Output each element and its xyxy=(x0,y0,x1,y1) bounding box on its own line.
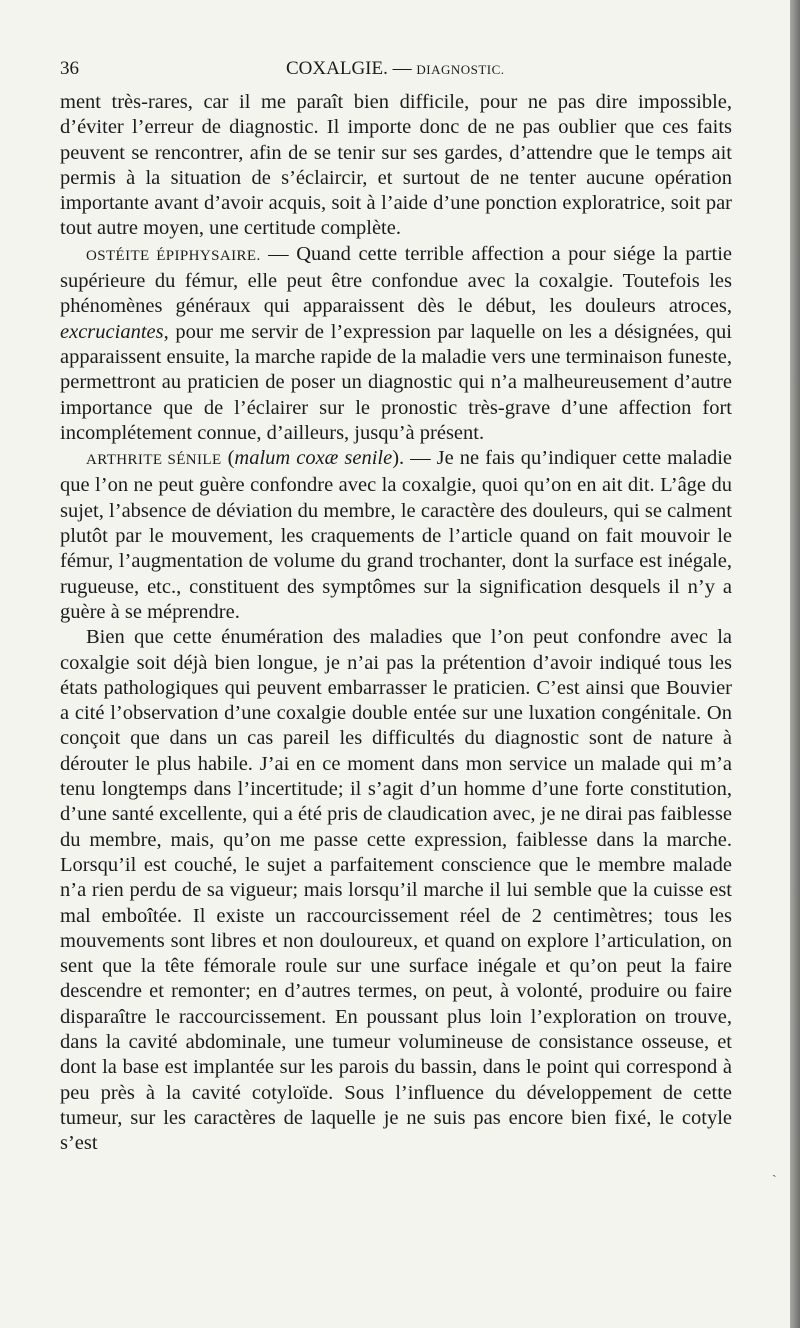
body-text xyxy=(60,90,732,1156)
running-title-main: COXALGIE. — xyxy=(286,58,412,79)
running-head xyxy=(60,58,732,84)
page-edge-shadow xyxy=(790,0,800,1328)
osteite-text-part1: — Quand cette terrible affection a pour siége la partie supérieure du fémur, elle peut être confondue avec la coxalgie. Toutefois les phénomènes généraux qui apparaissent dès le début, les douleurs atroces, xyxy=(60,242,732,318)
running-title-sub: DIAGNOSTIC. xyxy=(416,62,505,77)
paragraph-continuation: ment très-rares, car il me paraît bien difficile, pour ne pas dire impossible, d’éviter l’erreur de diagnostic. Il importe donc de ne pas oublier que ces faits peuvent se rencontrer, afin de se tenir sur ses gardes, d’attendre que le temps ait permis à la situation de s’éclaircir, et surtout de ne tenter aucune opération importante avant d’avoir acquis, soit à l’aide d’une ponction exploratrice, soit par tout autre moyen, une certitude complète. xyxy=(60,91,732,240)
page-number: 36 xyxy=(60,58,79,79)
arthrite-latin-term: malum coxæ senile xyxy=(234,447,393,470)
section-heading-osteite: OSTÉITE ÉPIPHYSAIRE. xyxy=(86,247,261,264)
paragraph-osteite xyxy=(60,242,732,446)
arthrite-text: . — Je ne fais qu’indiquer cette maladie que l’on ne peut guère confondre avec la coxalgie, quoi qu’on en ait dit. L’âge du sujet, l’absence de déviation du membre, le caractère des douleurs, qui se calment plutôt par le mouvement, les craquements de l’article quand on fait mouvoir le fémur, l’augmentation de volume du grand trochanter, dont la surface est inégale, rugueuse, etc., constituent des symptômes sur la signification desquels il n’y a guère à se méprendre. xyxy=(60,447,732,623)
osteite-text-part2: , pour me servir de l’expression par laquelle on les a désignées, qui apparaissent ensuite, la marche rapide de la maladie vers une terminaison funeste, permettront au praticien de poser un diagnostic qui n’a malheureusement d’autre importance que de l’éclairer sur le pronostic très-grave d’une affection fort incomplétement connue, d’ailleurs, jusqu’à présent. xyxy=(60,320,732,444)
paragraph-enumeration: Bien que cette énumération des maladies que l’on peut confondre avec la coxalgie soit déjà bien longue, je n’ai pas la prétention d’avoir indiqué tous les états pathologiques qui peuvent embarrasser le praticien. C’est ainsi que Bouvier a cité l’observation d’une coxalgie double entée sur une luxation congénitale. On conçoit que dans un cas pareil les difficultés du diagnostic sont de nature à dérouter le plus habile. J’ai en ce moment dans mon service un malade qui m’a tenu longtemps dans l’incertitude; il s’agit d’un homme d’une forte constitution, d’une santé excellente, qui a été pris de claudication avec, je ne dirai pas faiblesse du membre, mais, qu’on me passe cette expression, faiblesse dans la marche. Lorsqu’il est couché, le sujet a parfaitement conscience que le membre malade n’a rien perdu de sa vigueur; mais lorsqu’il marche il lui semble que la cuisse est mal emboîtée. Il existe un raccourcissement réel de 2 centimètres; tous les mouvements sont libres et non douloureux, et quand on explore l’articulation, on sent que la tête fémorale roule sur une surface inégale et qu’on peut la faire descendre et remonter; en d’autres termes, on peut, à volonté, produire ou faire disparaître le raccourcissement. En poussant plus loin l’exploration on trouve, dans la cavité abdominale, une tumeur volumineuse de consistance osseuse, et dont la base est implantée sur les parois du bassin, dans le point qui correspond à peu près à la cavité cotyloïde. Sous l’influence du développement de cette tumeur, sur les caractères de laquelle je ne suis pas encore bien fixé, le cotyle s’est xyxy=(60,626,732,1155)
running-title xyxy=(286,58,505,80)
paragraph-arthrite: ARTHRITE SÉNILE (malum coxæ senile). — Je ne fais qu’indiquer cette maladie que l’on ne peut guère confondre avec la coxalgie, quoi qu’on en ait dit. L’âge du sujet, l’absence de déviation du membre, le caractère des douleurs, qui se calment plutôt par le mouvement, les craquements de l’article quand on fait mouvoir le fémur, l’augmentation de volume du grand trochanter, dont la surface est inégale, rugueuse, etc., constituent des symptômes sur la signification desquels il n’y a guère à se méprendre. xyxy=(60,447,732,623)
margin-mark: ˎ xyxy=(772,1163,777,1178)
osteite-italic-term: excruciantes xyxy=(60,320,164,343)
section-heading-arthrite: ARTHRITE SÉNILE xyxy=(86,452,222,469)
